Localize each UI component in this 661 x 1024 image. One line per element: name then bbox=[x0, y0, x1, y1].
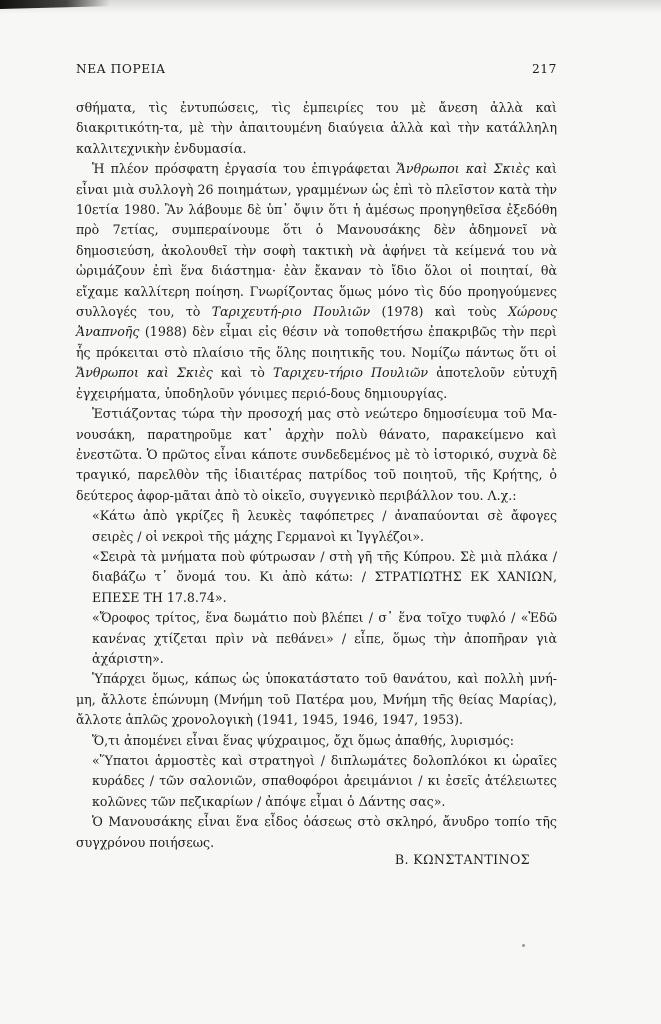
paragraph-latest-work: Ἡ πλέον πρόσφατη ἐργασία του ἐπιγράφεται Ἄνθρωποι καὶ Σκιὲς καὶ εἶναι μιὰ συλλογὴ 26 ποιημάτων, γραμμένων ὡς ἐπὶ τὸ πλεῖστον κατὰ τὴν 10ετία 1980. Ἂν λάβουμε δὲ ὑπ᾽ ὄψιν ὅτι ἡ ἀμέσως προηγηθεῖσα ἐξεδόθη πρὸ 7ετίας, συμπεραίνουμε ὅτι ὁ Μανουσάκης δὲν ἀδημονεῖ νὰ δημοσιεύση, ἀκολουθεῖ τὴν σοφὴ τακτικὴ νὰ ἀφήνει τὰ κείμενά του νὰ ὡριμάζουν ἐπὶ ἕνα διάστημα· ἐὰν ἔκαναν τὸ ἴδιο ὅλοι οἱ ποιηταί, θὰ εἴχαμε καλλίτερη ποίηση. Γνωρίζοντας ὅμως μόνο τὶς δύο προηγούμενες συλλογές του, τὸ Ταριχευτή-ριο Πουλιῶν (1978) καὶ τοὺς Χώρους Ἀναπνοῆς (1988) δὲν εἶμαι εἰς θέσιν νὰ τοποθετήσω ἐπακριβῶς τὴν περὶ ἧς πρόκειται στὸ πλαίσιο τῆς ὅλης ποιητικῆς του. Νομίζω πάντως ὅτι οἱ Ἄνθρωποι καὶ Σκιὲς καὶ τὸ Ταριχευ-τήριο Πουλιῶν ἀποτελοῦν εὐτυχῆ ἐγχειρήματα, ὑποδηλοῦν γόνιμες περιό-δους δημιουργίας. bbox=[76, 161, 558, 401]
paragraph-conclusion: Ὁ Μανουσάκης εἶναι ἕνα εἶδος ὀάσεως στὸ σκληρό, ἄνυδρο τοπίο τῆς συγχρόνου ποιήσεως. bbox=[76, 814, 557, 850]
book-title: Ταριχευτή-ριο Πουλιῶν bbox=[211, 304, 371, 320]
quotation: «Κάτω ἀπὸ γκρίζες ἢ λευκὲς ταφόπετρες / ἀναπαύονται σὲ ἄφογες σειρὲς / οἱ νεκροὶ τῆς μάχης Γερμανοὶ κι Ἰγγλέζοι». bbox=[92, 508, 557, 544]
paragraph-continuation: σθήματα, τὶς ἐντυπώσεις, τὶς ἐμπειρίες του μὲ ἄνεση ἀλλὰ καὶ διακριτικότη-τα, μὲ τὴν ἀπαιτουμένη διαύγεια ἀλλὰ καὶ τὴν κατάλληλη καλλιτεχνικὴν ἐνδυμασία. bbox=[76, 100, 557, 156]
paragraph-memory: Ὑπάρχει ὅμως, κάπως ὡς ὑποκατάστατο τοῦ θανάτου, καὶ πολλὴ μνή-μη, ἄλλοτε ἐπώνυμη (Μνήμη τοῦ Πατέρα μου, Μνήμη τῆς θείας Μαρίας), ἄλλοτε ἁπλῶς χρονολογικὴ (1941, 1945, 1946, 1947, 1953). bbox=[76, 671, 557, 728]
scan-speck bbox=[522, 944, 525, 947]
paragraph-lyricism: Ὅ,τι ἀπομένει εἶναι ἕνας ψύχραιμος, ὄχι ὅμως ἀπαθής, λυρισμός: bbox=[92, 732, 514, 748]
book-title: Ταριχευ-τήριο Πουλιῶν bbox=[272, 365, 429, 381]
book-title: Ἄνθρωποι καὶ Σκιὲς bbox=[396, 161, 530, 177]
book-title: Χώρους Ἀναπνοῆς bbox=[76, 304, 558, 340]
journal-title: ΝΕΑ ΠΟΡΕΙΑ bbox=[76, 62, 166, 76]
author-signature: Β. ΚΩΝΣΤΑΝΤΙΝΟΣ bbox=[394, 852, 530, 867]
paragraph-death-theme: Ἐστιάζοντας τώρα τὴν προσοχή μας στὸ νεώτερο δημοσίευμα τοῦ Μα-νουσάκη, παρατηροῦμε κατ᾽ ἀρχὴν πολὺ θάνατο, παρακείμενο καὶ ἐνεστῶτα. Ὁ πρῶτος εἶναι κάποτε συνδεδεμένος μὲ τὸ ἱστορικό, συχνὰ δὲ τραγικό, παρελθὸν τῆς ἰδιαιτέρας πατρίδος τοῦ ποιητοῦ, τῆς Κρήτης, ὁ δεύτερος ἀφορ-μᾶται ἀπὸ τὸ οἰκεῖο, συγγενικὸ περιβάλλον του. Λ.χ.: bbox=[76, 406, 557, 503]
quotation: «Σειρὰ τὰ μνήματα ποὺ φύτρωσαν / στὴ γῆ τῆς Κύπρου. Σὲ μιὰ πλάκα / διαβάζω τ᾽ ὄνομά του. Κι ἀπὸ κάτω: / ΣΤΡΑΤΙΩΤΗΣ ΕΚ ΧΑΝΙΩΝ, ΕΠΕΣΕ ΤΗ 17.8.74». bbox=[92, 548, 557, 605]
article-body bbox=[76, 98, 557, 853]
quotation: «Ὕπατοι ἁρμοστὲς καὶ στρατηγοὶ / διπλωμάτες δολοπλόκοι κι ὡραῖες κυράδες / τῶν σαλονιῶν, σπαθοφόροι ἀρειμάνιοι / κι ἐσεῖς ἀτέλειωτες κολῶνες τῶν πεζικαρίων / ἀπόψε εἶμαι ὁ Δάντης σας». bbox=[92, 753, 557, 809]
quotation: «Ὄροφος τρίτος, ἕνα δωμάτιο ποὺ βλέπει / σ᾽ ἕνα τοῖχο τυφλό / «Ἐδῶ κανένας χτίζεται πρὶν νὰ πεθάνει» / εἶπε, ὅμως τὴν ἀποπῆραν γιὰ ἀχάριστη». bbox=[92, 610, 557, 666]
book-title: Ἄνθρωποι καὶ Σκιὲς bbox=[76, 365, 213, 381]
page-number: 217 bbox=[531, 62, 557, 76]
